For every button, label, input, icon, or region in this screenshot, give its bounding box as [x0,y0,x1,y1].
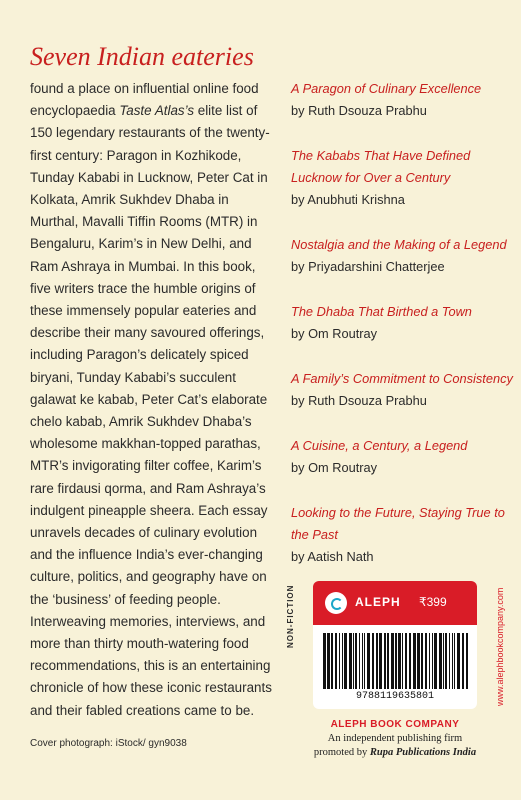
contents-entry [291,435,513,479]
price-barcode-box [313,581,477,709]
website-url: www.alephbookcompany.com [495,587,505,706]
aleph-logo-icon [325,592,347,614]
essay-author: by Priyadarshini Chatterjee [291,259,445,274]
essay-title: A Paragon of Culinary Excellence [291,81,482,96]
publisher-line-2-prefix: promoted by [313,747,370,758]
publisher-line-1: An independent publishing firm [327,733,463,744]
headline: Seven Indian eateries [30,42,254,71]
essay-title: The Dhaba That Birthed a Town [291,304,472,319]
essay-author: by Ruth Dsouza Prabhu [291,393,427,408]
photo-credit: Cover photograph: iStock/ gyn9038 [30,738,187,749]
price-label: ₹399 [419,595,447,609]
essay-title: Nostalgia and the Making of a Legend [291,237,507,252]
publisher-name: ALEPH BOOK COMPANY [330,719,460,730]
contents-entry [291,234,513,278]
contents-list [291,78,513,591]
publisher-parent: Rupa Publications India [369,747,477,758]
publisher-block [290,717,500,760]
price-banner [313,581,477,625]
essay-title: The Kababs That Have Defined Lucknow for Over a Century [291,148,471,185]
essay-author: by Om Routray [291,460,378,475]
publisher-line-2 [290,746,500,760]
essay-title: A Family’s Commitment to Consistency [291,371,513,386]
essay-author: by Ruth Dsouza Prabhu [291,103,427,118]
contents-entry [291,368,513,412]
essay-author: by Anubhuti Krishna [291,192,405,207]
blurb-part-2: elite list of 150 legendary restaurants of the twenty-first century: Paragon in Kozhikode, Tunday Kababi in Lucknow, Peter Cat in Kolkata, Amrik Sukhdev Dhaba in Murthal, Mavalli Tiffin Rooms (MTR) in Bengaluru, Karim’s in New Delhi, and Ram Ashraya in Mumbai. In this book, five writers trace the humble origins of these immensely popular eateries and describe their many savoured offerings, including Paragon’s delicately spiced biryani, Tunday Kababi’s succulent galawat ke kabab, Peter Cat’s elaborate chelo kabab, Amrik Sukhdev Dhaba’s wholesome makkhan-topped parathas, MTR’s invigorating filter coffee, Karim’s rare firdausi qorma, and Ram Ashraya’s indulgent pineapple sheera. Each essay unravels decades of culinary evolution and the influence India’s ever-changing culture, politics, and geography have on the ‘business’ of feeding people. Interweaving memories, interviews, and more than thirty mouth-watering food recommendations, this is an entertaining chronicle of how these iconic restaurants and their fabled creations came to be. [30,103,272,718]
blurb-text [30,78,276,722]
essay-author: by Om Routray [291,326,378,341]
contents-entry [291,502,513,568]
contents-entry [291,78,513,122]
contents-entry [291,301,513,345]
brand-label: ALEPH [355,595,401,609]
barcode-icon [321,633,469,689]
blurb-part-1: found a place on influential online food encyclopaedia [30,81,259,119]
essay-title: A Cuisine, a Century, a Legend [291,438,468,453]
essay-author: by Aatish Nath [291,549,374,564]
contents-entry [291,145,513,211]
category-label: NON-FICTION [286,584,295,648]
isbn-number: 9788119635801 [355,691,434,702]
essay-title: Looking to the Future, Staying True to the Past [291,505,505,542]
blurb-italic: Taste Atlas’s [119,103,195,119]
